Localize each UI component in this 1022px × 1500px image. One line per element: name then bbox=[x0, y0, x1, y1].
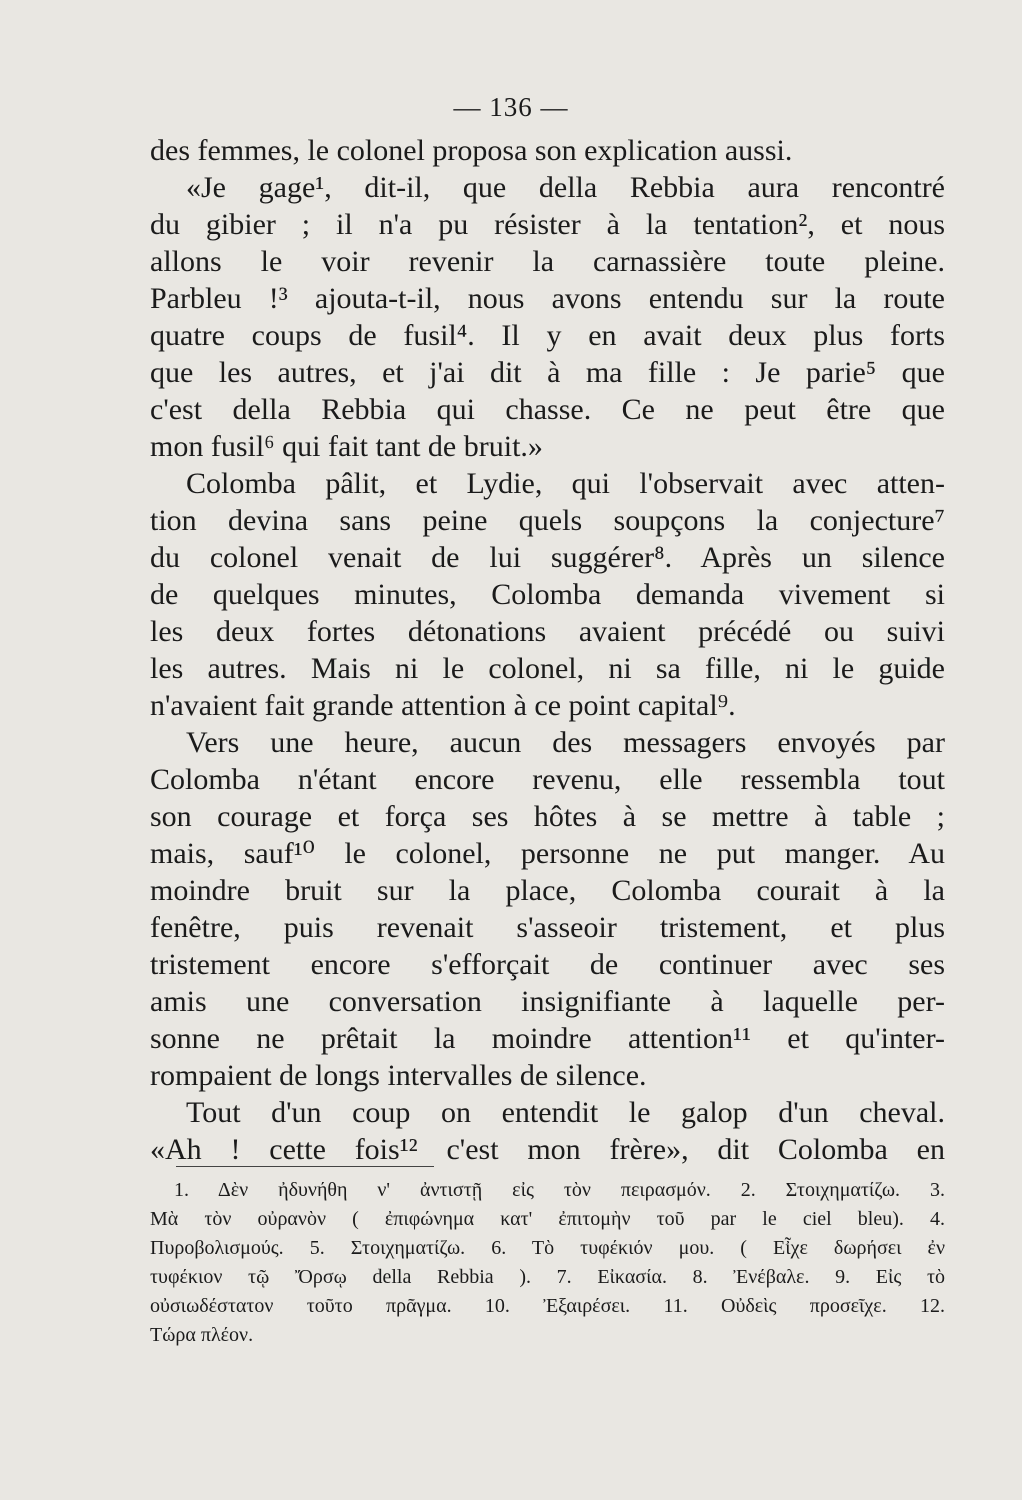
paragraph bbox=[150, 1094, 945, 1168]
footnote-divider bbox=[176, 1166, 434, 1167]
paragraph bbox=[150, 724, 945, 1094]
footnote-line: τυφέκιον τῷ Ὄρσῳ della Rebbia ). 7. Εἰκασία. 8. Ἐνέβαλε. 9. Εἰς τὸ bbox=[150, 1266, 945, 1288]
footnote-line: Πυροβολισμούς. 5. Στοιχηματίζω. 6. Τὸ τυφέκιόν μου. ( Εἶχε δωρήσει ἐν bbox=[150, 1237, 945, 1259]
text-line: mon fusil⁶ qui fait tant de bruit.» bbox=[150, 430, 543, 463]
text-line: c'est della Rebbia qui chasse. Ce ne peut être que bbox=[150, 393, 945, 426]
text-line: tion devina sans peine quels soupçons la conjecture⁷ bbox=[150, 504, 945, 537]
footnote-line: 1. Δὲν ἠδυνήθη ν' ἀντιστῇ εἰς τὸν πειρασμόν. 2. Στοιχηματίζω. 3. bbox=[174, 1179, 945, 1201]
text-line: sonne ne prêtait la moindre attention¹¹ et qu'inter- bbox=[150, 1022, 945, 1055]
text-line: les autres. Mais ni le colonel, ni sa fille, ni le guide bbox=[150, 652, 945, 685]
text-line: que les autres, et j'ai dit à ma fille : Je parie⁵ que bbox=[150, 356, 945, 389]
paragraph bbox=[150, 169, 945, 465]
text-line: Tout d'un coup on entendit le galop d'un cheval. bbox=[186, 1096, 945, 1129]
text-line: son courage et força ses hôtes à se mettre à table ; bbox=[150, 800, 945, 833]
text-line: moindre bruit sur la place, Colomba courait à la bbox=[150, 874, 945, 907]
text-line: tristement encore s'efforçait de continuer avec ses bbox=[150, 948, 945, 981]
text-line: «Ah ! cette fois¹² c'est mon frère», dit Colomba en bbox=[150, 1133, 945, 1166]
text-line: Vers une heure, aucun des messagers envoyés par bbox=[186, 726, 945, 759]
text-line: du gibier ; il n'a pu résister à la tentation², et nous bbox=[150, 208, 945, 241]
footnotes bbox=[150, 1176, 945, 1350]
page-number: — 136 — bbox=[453, 92, 569, 122]
text-line: rompaient de longs intervalles de silence. bbox=[150, 1059, 647, 1092]
text-line: Parbleu !³ ajouta-t-il, nous avons entendu sur la route bbox=[150, 282, 945, 315]
text-line: «Je gage¹, dit-il, que della Rebbia aura rencontré bbox=[186, 171, 945, 204]
paragraph bbox=[150, 465, 945, 724]
footnote-line: οὐσιωδέστατον τοῦτο πρᾶγμα. 10. Ἐξαιρέσει. 11. Οὐδεὶς προσεῖχε. 12. bbox=[150, 1295, 945, 1317]
footnote-line: Τώρα πλέον. bbox=[150, 1324, 254, 1346]
text-line: mais, sauf¹⁰ le colonel, personne ne put manger. Au bbox=[150, 837, 945, 870]
footnote-line: Μὰ τὸν οὐρανὸν ( ἐπιφώνημα κατ' ἐπιτομὴν τοῦ par le ciel bleu). 4. bbox=[150, 1208, 945, 1230]
paragraph bbox=[150, 132, 945, 169]
text-line: Colomba pâlit, et Lydie, qui l'observait avec atten- bbox=[186, 467, 945, 500]
text-line: n'avaient fait grande attention à ce point capital⁹. bbox=[150, 689, 736, 722]
text-line: des femmes, le colonel proposa son explication aussi. bbox=[150, 134, 793, 167]
text-line: fenêtre, puis revenait s'asseoir tristement, et plus bbox=[150, 911, 945, 944]
text-line: Colomba n'étant encore revenu, elle ressembla tout bbox=[150, 763, 945, 796]
main-text bbox=[150, 132, 945, 1168]
text-line: quatre coups de fusil⁴. Il y en avait deux plus forts bbox=[150, 319, 945, 352]
text-line: amis une conversation insignifiante à laquelle per- bbox=[150, 985, 945, 1018]
text-line: du colonel venait de lui suggérer⁸. Après un silence bbox=[150, 541, 945, 574]
text-line: les deux fortes détonations avaient précédé ou suivi bbox=[150, 615, 945, 648]
text-line: de quelques minutes, Colomba demanda vivement si bbox=[150, 578, 945, 611]
text-line: allons le voir revenir la carnassière toute pleine. bbox=[150, 245, 945, 278]
